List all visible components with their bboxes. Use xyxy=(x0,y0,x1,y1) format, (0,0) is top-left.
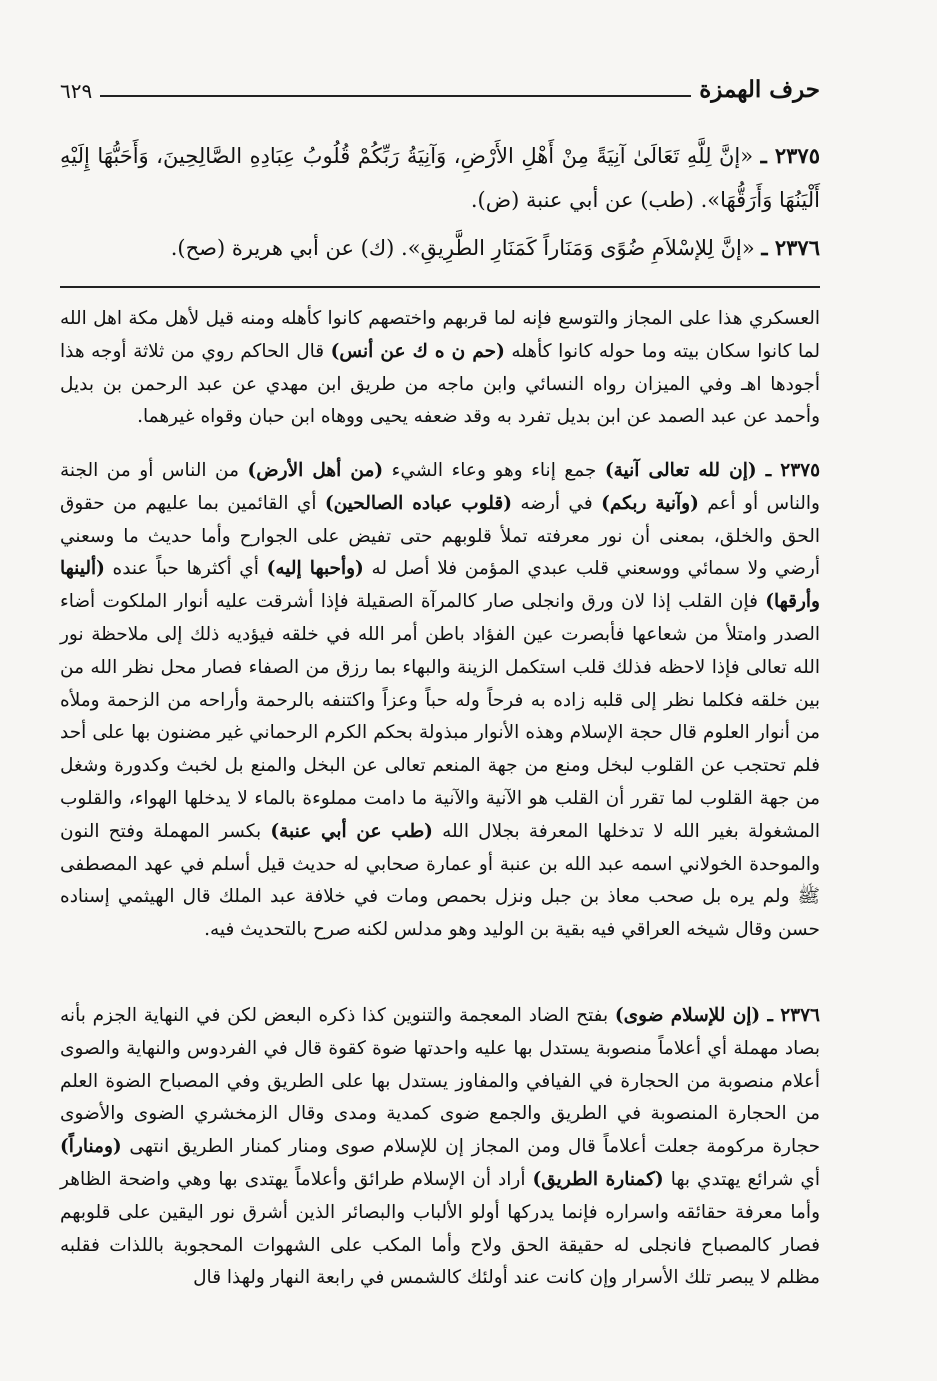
quoted-phrase: (ومناراً) xyxy=(60,1136,122,1158)
commentary-text: من الناس أو من الجنة والناس أو أعم xyxy=(60,460,820,514)
commentary-paragraph-1 xyxy=(60,303,820,434)
commentary-paragraph-2 xyxy=(60,455,820,947)
commentary-text: قال الحاكم روي من ثلاثة أوجه هذا أجودها اهـ وفي الميزان رواه النسائي وابن ماجه من طريق ابن مهدي عن عبد الرحمن بن بديل وأحمد عن عبد الصمد عن ابن بديل تفرد به وقد ضعفه يحيى ووهاه ابن حبان وقواه غيرهما. xyxy=(60,340,820,428)
commentary-text: العسكري هذا على المجاز والتوسع فإنه لما قربهم واختصهم كانوا كأهله ومنه قيل لأهل مكة اهل الله لما كانوا سكان بيته وما حوله كانوا كأهله xyxy=(60,308,820,362)
page-number: ٦٢٩ xyxy=(60,79,93,103)
commentary-paragraph-3 xyxy=(60,1000,820,1295)
hadith-2376 xyxy=(60,226,820,270)
footnote-separator xyxy=(60,286,820,288)
chapter-title: حرف الهمزة xyxy=(699,76,820,103)
commentary-text: بكسر المهملة وفتح النون والموحدة الخولاني اسمه عبد الله بن عنبة أو عمارة صحابي له حديث قيل أسلم في عهد المصطفى ﷺ ولم يره بل صحب معاذ بن جبل ونزل بحمص ومات في خلافة عبد الملك قال الهيثمي إسناده حسن وقال شيخه العراقي فيه بقية بن الوليد وهو مدلس لكنه صرح بالتحديث فيه. xyxy=(60,820,820,941)
entry-heading: ٢٣٧٦ ـ (إن للإسلام ضوى) xyxy=(614,1005,820,1026)
commentary-text: أراد أن الإسلام طرائق وأعلاماً يهتدى بها وهي واضحة الظاهر وأما معرفة حقائقه واسراره فإنما يدركها أولو الألباب والبصائر الذين أشرق نور اليقين على قلوبهم فصار كالمصباح فانجلى له حقيقة الحق ولاح وأما المكب على الشهوات المحجوبة باللذات فقلبه مظلم لا يبصر تلك الأسرار وإن كانت عند أولئك كالشمس في رابعة النهار ولهذا قال xyxy=(60,1168,820,1289)
hadith-text: «إنَّ لِلإسْلاَمِ ضُوًى وَمَنَاراً كَمَنَارِ الطَّرِيقِ». (ك) عن أبي هريرة (صح). xyxy=(170,236,755,260)
quoted-phrase: (وأحبها إليه) xyxy=(266,558,364,580)
commentary-text: بفتح الضاد المعجمة والتنوين كذا ذكره البعض لكن في النهاية الجزم بأنه بصاد مهملة أي أعلاماً منصوبة يستدل بها عليه واحدتها ضوة كقوة قال في الفردوس والنهاية والصوى أعلام منصوبة من الحجارة في الفيافي والمفاوز يستدل بها على الطريق وفي المصباح الضوة العلم من الحجارة المنصوبة في الطريق والجمع ضوى كمدية ومدى وقال الزمخشري الضوى والأضوى حجارة مركومة جعلت أعلاماً قال ومن المجاز إن للإسلام صوى ومنار كمنار الطريق انتهى xyxy=(60,1005,820,1158)
hadith-number: ٢٣٧٦ ـ xyxy=(761,235,820,260)
hadith-number: ٢٣٧٥ ـ xyxy=(760,143,820,168)
quoted-phrase: (قلوب عباده الصالحين) xyxy=(324,492,513,514)
commentary-text: في أرضه xyxy=(512,492,602,514)
entry-heading: ٢٣٧٥ ـ (إن لله تعالى آنية) xyxy=(604,460,821,481)
commentary-text: أي شرائع يهتدي بها xyxy=(663,1168,820,1190)
quoted-phrase: (ألينها وأرقها) xyxy=(60,558,820,613)
source-citation: (طب عن أبي عنبة) xyxy=(270,820,433,842)
commentary-text: جمع إناء وهو وعاء الشيء xyxy=(383,460,605,481)
header-rule xyxy=(100,95,691,97)
page-header xyxy=(60,70,820,106)
quoted-phrase: (من أهل الأرض) xyxy=(247,460,384,481)
commentary-text: أي أكثرها حباً عنده xyxy=(104,558,267,580)
quoted-phrase: (كمنارة الطريق) xyxy=(532,1168,664,1190)
source-citation: (حم ن ه ك عن أنس) xyxy=(330,340,505,362)
hadith-2375 xyxy=(60,134,820,222)
commentary-text: أي القائمين بما عليهم من حقوق الحق والخلق، بمعنى أن نور معرفته تملأ قلوبهم حتى تفيض على الجوارح وأما حديث ما وسعني أرضي ولا سمائي ووسعني قلب عبدي المؤمن فلا أصل له xyxy=(60,492,820,580)
hadith-text: «إنَّ لِلَّهِ تَعَالَىٰ آنِيَةً مِنْ أَهْلِ الأَرْضِ، وَآنِيَةُ رَبِّكُمْ قُلُوبُ عِبَادِهِ الصَّالِحِينَ، وَأَحَبُّهَا إِلَيْهِ أَلْيَنُهَا وَأَرَقُّهَا». (طب) عن أبي عنبة (ض). xyxy=(60,144,820,212)
quoted-phrase: (وآنية ربكم) xyxy=(601,492,699,514)
commentary-text: فإن القلب إذا لان ورق وانجلى صار كالمرآة الصقيلة فإذا أشرقت عليه أنوار الملكوت أضاء الصدر وامتلأ من شعاعها فأبصرت عين الفؤاد باطن أمر الله في خلقه فيؤديه ذلك إلى ملاحظة نور الله تعالى فإذا لاحظه فذلك قلب استكمل الزينة والبهاء بما رزق من الصفاء فصار محل نظر الله من بين خلقه فكلما نظر إلى قلبه زاده به فرحاً وله حباً وعزاً واكتنفه بالرحمة وأراحه من الزحمة وملأه من أنوار العلوم قال حجة الإسلام وهذه الأنوار مبذولة بحكم الكرم الرحماني غير مضنون بها على أحد فلم تحتجب عن القلوب لبخل ومنع من جهة المنعم تعالى عن البخل والمنع بل لخبث وكدورة وشغل من جهة القلوب لما تقرر أن القلب هو الآنية والآنية ما دامت مملوءة بالماء لا يدخلها الهواء، والقلوب المشغولة بغير الله لا تدخلها المعرفة بجلال الله xyxy=(60,591,821,842)
